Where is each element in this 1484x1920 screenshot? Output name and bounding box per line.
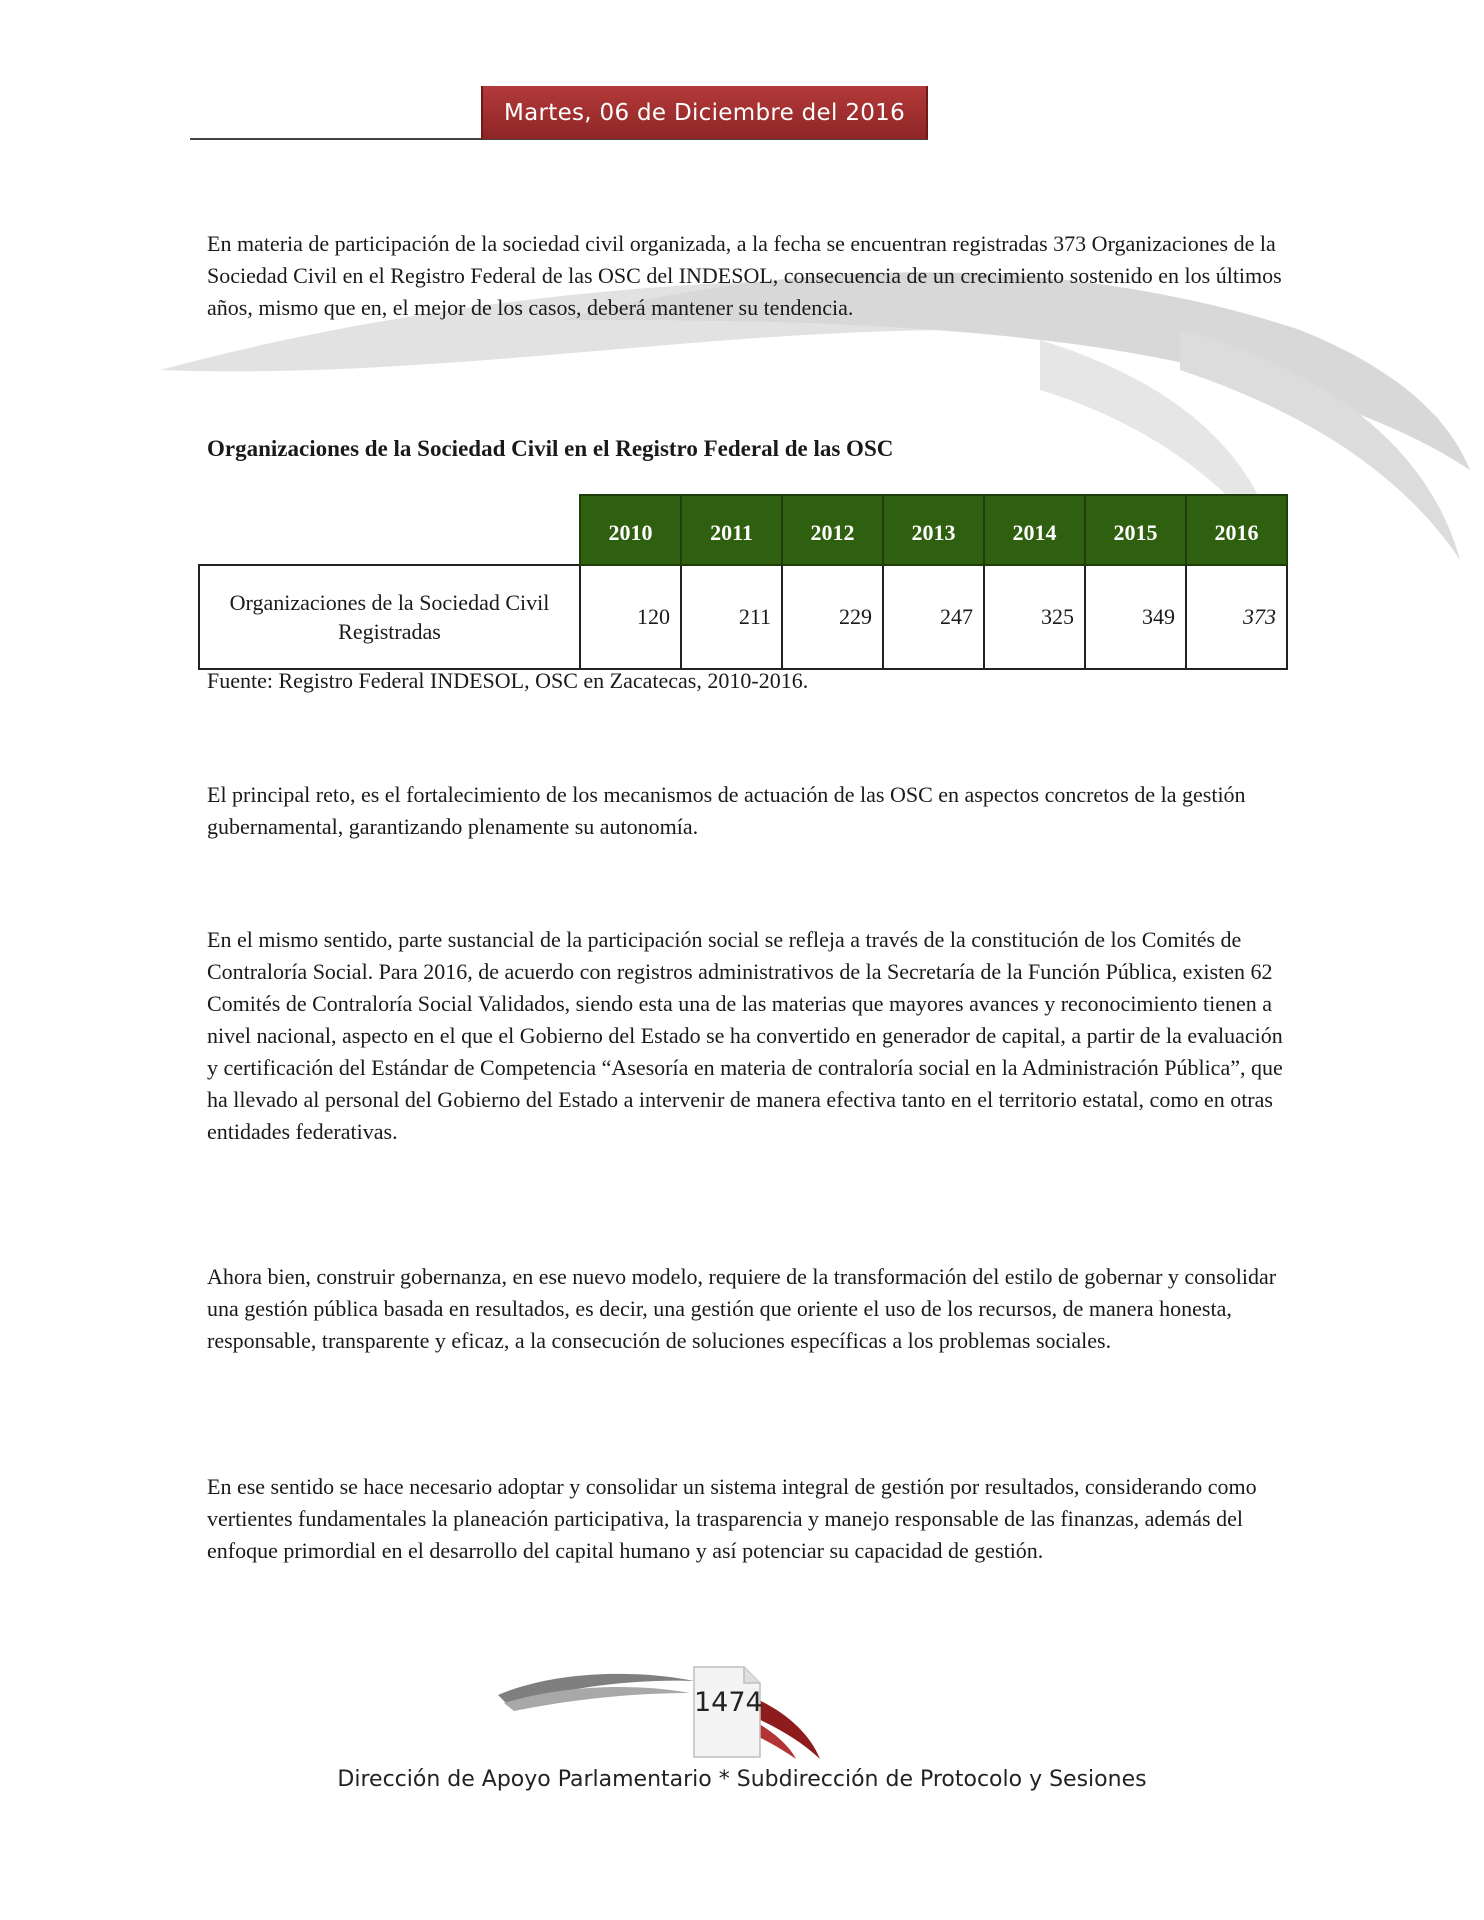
year-header: 2013 xyxy=(883,495,984,565)
year-header: 2015 xyxy=(1085,495,1186,565)
year-header: 2014 xyxy=(984,495,1085,565)
year-header: 2010 xyxy=(580,495,681,565)
value-cell: 325 xyxy=(984,565,1085,669)
paragraph-3: En el mismo sentido, parte sustancial de la participación social se refleja a través de la constitución de los Comités de Contraloría Social. Para 2016, de acuerdo con registros administrativos de la Secretaría de la Función Pública, existen 62 Comités de Contraloría Social Validados, siendo esta una de las materias que mayores avances y reconocimiento tienen a nivel nacional, aspecto en el que el Gobierno del Estado se ha convertido en generador de capital, a partir de la evaluación y certificación del Estándar de Competencia “Asesoría en materia de contraloría social en la Administración Pública”, que ha llevado al personal del Gobierno del Estado a intervenir de manera efectiva tanto en el territorio estatal, como en otras entidades federativas. xyxy=(207,927,1283,1144)
year-header: 2016 xyxy=(1186,495,1287,565)
value-cell: 211 xyxy=(681,565,782,669)
table-title: Organizaciones de la Sociedad Civil en el Registro Federal de las OSC xyxy=(207,436,894,461)
paragraph-4: Ahora bien, construir gobernanza, en ese nuevo modelo, requiere de la transformación del estilo de gobernar y consolidar una gestión pública basada en resultados, es decir, una gestión que oriente el uso de los recursos, de manera honesta, responsable, transparente y eficaz, a la consecución de soluciones específicas a los problemas sociales. xyxy=(207,1264,1277,1353)
footer-text: Dirección de Apoyo Parlamentario * Subdirección de Protocolo y Sesiones xyxy=(337,1767,1147,1792)
value-cell: 120 xyxy=(580,565,681,669)
value-cell: 229 xyxy=(782,565,883,669)
table-corner xyxy=(199,495,580,565)
year-header: 2011 xyxy=(681,495,782,565)
value-cell: 247 xyxy=(883,565,984,669)
value-cell: 349 xyxy=(1085,565,1186,669)
value-cell: 373 xyxy=(1186,565,1287,669)
table-header-row xyxy=(199,495,1287,565)
footer-logo xyxy=(494,1659,824,1761)
table-source: Fuente: Registro Federal INDESOL, OSC en Zacatecas, 2010-2016. xyxy=(207,668,809,693)
paragraph-5: En ese sentido se hace necesario adoptar y consolidar un sistema integral de gestión por resultados, considerando como vertientes fundamentales la planeación participativa, la trasparencia y manejo responsable de las finanzas, además del enfoque primordial en el desarrollo del capital humano y así potenciar su capacidad de gestión. xyxy=(207,1474,1257,1563)
date-banner xyxy=(481,86,928,139)
page-number: 1474 xyxy=(694,1687,763,1718)
row-label: Organizaciones de la Sociedad Civil Registradas xyxy=(199,565,580,669)
year-header: 2012 xyxy=(782,495,883,565)
osc-table xyxy=(198,494,1288,670)
table-row xyxy=(199,565,1287,669)
paragraph-1: En materia de participación de la sociedad civil organizada, a la fecha se encuentran registradas 373 Organizaciones de la Sociedad Civil en el Registro Federal de las OSC del INDESOL, consecuencia de un crecimiento sostenido en los últimos años, mismo que en, el mejor de los casos, deberá mantener su tendencia. xyxy=(207,231,1282,320)
paragraph-2: El principal reto, es el fortalecimiento de los mecanismos de actuación de las OSC en aspectos concretos de la gestión gubernamental, garantizando plenamente su autonomía. xyxy=(207,782,1246,839)
header-date: Martes, 06 de Diciembre del 2016 xyxy=(503,99,906,126)
